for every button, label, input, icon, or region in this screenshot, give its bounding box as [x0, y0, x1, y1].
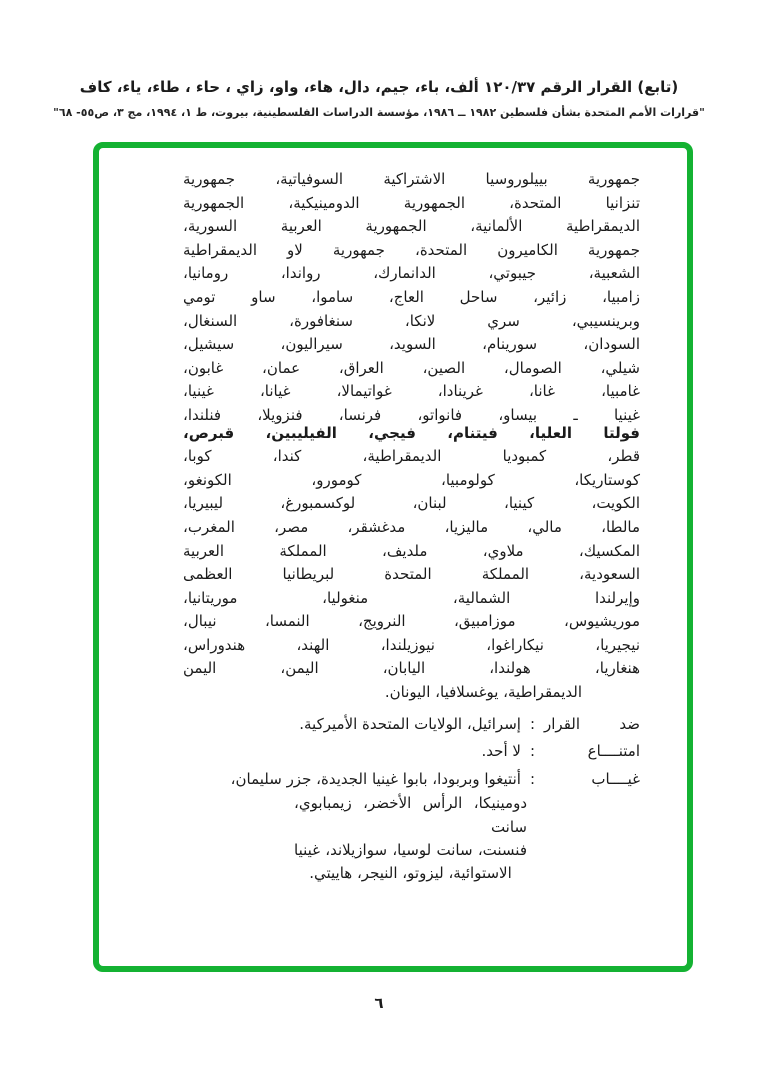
- vote-label-abstain: امتنــــاع: [587, 742, 640, 761]
- country-list-line: موريشيوس، موزامبيق، النرويج، النمسا، نيبال،: [183, 612, 640, 631]
- in-favor-country-list: [99, 148, 687, 705]
- country-list-line: السعودية، المملكة المتحدة لبريطانيا العظمى: [183, 565, 640, 584]
- green-content-frame: [93, 142, 693, 972]
- vote-colon: :: [529, 714, 535, 733]
- vote-row-abstain: [139, 740, 640, 764]
- vote-row-absent: [139, 768, 640, 792]
- resolution-continuation-title: (تابع) القرار الرقم ١٢٠/٣٧ ألف، باء، جيم، دال، هاء، واو، زاي ، حاء ، طاء، ياء، كاف: [79, 78, 679, 96]
- vote-label-absent: غيــــاب: [591, 769, 640, 788]
- country-list-line: نيجيريا، نيكاراغوا، نيوزيلندا، الهند، هندوراس،: [183, 635, 640, 654]
- vote-results: [99, 705, 687, 886]
- country-list-line: الشعبية، جيبوتي، الدانمارك، رواندا، رومانيا،: [183, 264, 640, 283]
- absent-continuation: [294, 792, 527, 885]
- source-citation: "قرارات الأمم المتحدة بشأن فلسطين ١٩٨٢ ــ ١٩٨٦، مؤسسة الدراسات الفلسطينية، بيروت، ط ١، ١٩٩٤، مج ٣، ص٥٥- ٦٨": [53, 106, 705, 119]
- country-list-line: السودان، سورينام، السويد، سيراليون، سيشيل،: [183, 335, 640, 354]
- country-list-line: كوستاريكا، كولومبيا، كومورو، الكونغو،: [183, 470, 640, 489]
- country-list-line: وبرينسيبي، سري لانكا، سنغافورة، السنغال،: [183, 311, 640, 330]
- vote-colon: :: [529, 769, 535, 788]
- country-list-line: المكسيك، ملاوي، ملديف، المملكة العربية: [183, 541, 640, 560]
- country-list-line: فولتا العليا، فيتنام، فيجي، الفيليبين، قبرص،: [183, 423, 640, 442]
- document-header: [40, 78, 718, 119]
- absent-continuation-line: الاستوائية، ليزوتو، النيجر، هاييتي.: [309, 864, 512, 883]
- country-list-line: جمهورية بييلوروسيا الاشتراكية السوفياتية، جمهورية: [183, 170, 640, 188]
- country-list-line: شيلي، الصومال، الصين، العراق، عمان، غابون،: [183, 358, 640, 377]
- country-list-line: وإيرلندا الشمالية، منغوليا، موريتانيا،: [183, 588, 640, 607]
- country-list-line: جمهورية الكاميرون المتحدة، جمهورية لاو الديمقراطية: [183, 240, 640, 259]
- country-list-line: مالطا، مالي، ماليزيا، مدغشقر، مصر، المغرب،: [183, 517, 640, 536]
- vote-text-absent: أنتيغوا وبربودا، بابوا غينيا الجديدة، جزر سليمان،: [230, 769, 521, 788]
- vote-text-against: إسرائيل، الولايات المتحدة الأميركية.: [299, 714, 521, 733]
- vote-colon: :: [529, 742, 535, 761]
- country-list-line: تنزانيا المتحدة، الجمهورية الدومينيكية، الجمهورية: [183, 193, 640, 212]
- page-number: ٦: [374, 994, 384, 1012]
- vote-text-abstain: لا أحد.: [481, 742, 521, 761]
- country-list-line: غامبيا، غانا، غرينادا، غواتيمالا، غيانا، غينيا،: [183, 382, 640, 401]
- vote-label-against: ضد القرار: [544, 714, 640, 733]
- country-list-line: الديمقراطية الألمانية، الجمهورية العربية السورية،: [183, 217, 640, 236]
- country-list-line: الديمقراطية، يوغسلافيا، اليونان.: [384, 683, 582, 702]
- country-list-line: الكويت، كينيا، لبنان، لوكسمبورغ، ليبيريا،: [183, 494, 640, 513]
- country-list-line: غينيا ـ بيساو، فانواتو، فرنسا، فنزويلا، فنلندا،: [183, 405, 640, 424]
- absent-continuation-line: دومينيكا، الرأس الأخضر، زيمبابوي، سانت: [294, 794, 527, 836]
- country-list-line: قطر، كمبوديا الديمقراطية، كندا، كوبا،: [183, 447, 640, 466]
- country-list-line: زامبيا، زائير، ساحل العاج، ساموا، ساو تومي: [183, 287, 640, 306]
- vote-row-against: [139, 713, 640, 737]
- absent-continuation-line: فنسنت، سانت لوسيا، سوازيلاند، غينيا: [294, 841, 527, 860]
- country-list-line: هنغاريا، هولندا، اليابان، اليمن، اليمن: [183, 659, 640, 678]
